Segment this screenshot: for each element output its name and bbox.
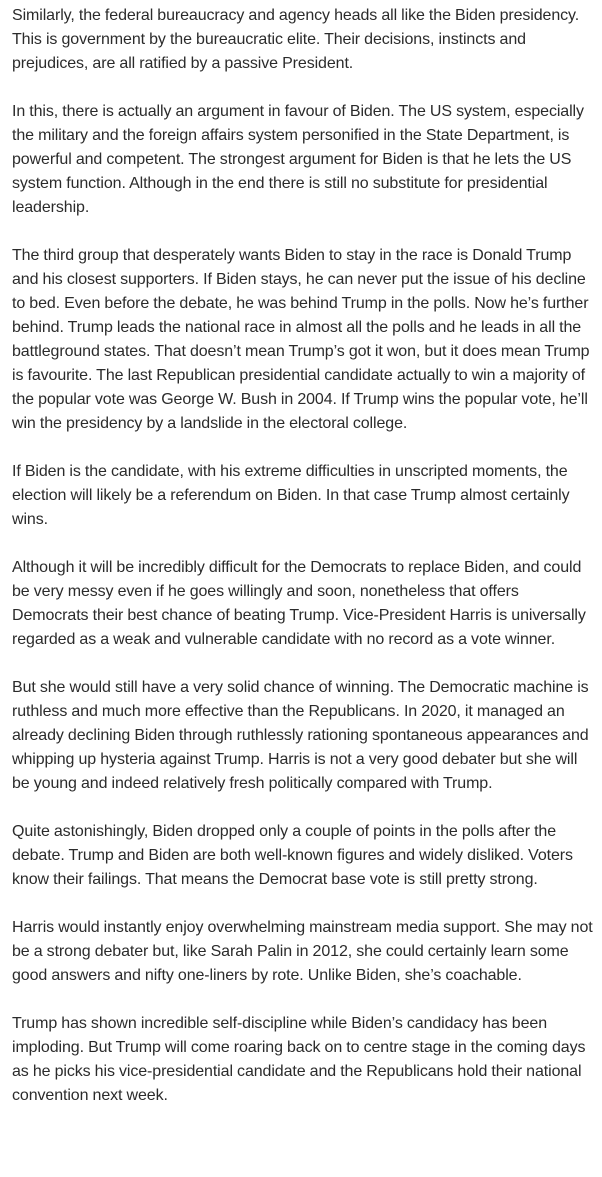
paragraph-8: Harris would instantly enjoy overwhelming mainstream media support. She may not be a strong debater but, like Sarah Palin in 2012, she could certainly learn some good answers and nifty one-liners by rote. Unlike Biden, she’s coachable. [12, 919, 593, 984]
paragraph-2: In this, there is actually an argument in favour of Biden. The US system, especially the military and the foreign affairs system personified in the State Department, is powerful and competent. The strongest argument for Biden is that he lets the US system function. Although in the end there is still no substitute for presidential leadership. [12, 103, 584, 216]
paragraph-7: Quite astonishingly, Biden dropped only a couple of points in the polls after the debate. Trump and Biden are both well-known figures and widely disliked. Voters know their failings. That means the Democrat base vote is still pretty strong. [12, 823, 573, 888]
paragraph-5: Although it will be incredibly difficult for the Democrats to replace Biden, and could be very messy even if he goes willingly and soon, nonetheless that offers Democrats their best chance of beating Trump. Vice-President Harris is universally regarded as a weak and vulnerable candidate with no record as a vote winner. [12, 559, 586, 648]
paragraph-3: The third group that desperately wants Biden to stay in the race is Donald Trump and his closest supporters. If Biden stays, he can never put the issue of his decline to bed. Even before the debate, he was behind Trump in the polls. Now he’s further behind. Trump leads the national race in almost all the polls and he leads in all the battleground states. That doesn’t mean Trump’s got it won, but it does mean Trump is favourite. The last Republican presidential candidate actually to win a majority of the popular vote was George W. Bush in 2004. If Trump wins the popular vote, he’ll win the presidency by a landslide in the electoral college. [12, 247, 590, 432]
paragraph-4: If Biden is the candidate, with his extreme difficulties in unscripted moments, the election will likely be a referendum on Biden. In that case Trump almost certainly wins. [12, 463, 570, 528]
paragraph-6: But she would still have a very solid chance of winning. The Democratic machine is ruthless and much more effective than the Republicans. In 2020, it managed an already declining Biden through ruthlessly rationing spontaneous appearances and whipping up hysteria against Trump. Harris is not a very good debater but she will be young and indeed relatively fresh politically compared with Trump. [12, 679, 589, 792]
article-body [12, 4, 597, 1108]
paragraph-9: Trump has shown incredible self-discipline while Biden’s candidacy has been imploding. But Trump will come roaring back on to centre stage in the coming days as he picks his vice-presidential candidate and the Republicans hold their national convention next week. [12, 1015, 586, 1104]
paragraph-1: Similarly, the federal bureaucracy and agency heads all like the Biden presidency. This is government by the bureaucratic elite. Their decisions, instincts and prejudices, are all ratified by a passive President. [12, 7, 580, 72]
